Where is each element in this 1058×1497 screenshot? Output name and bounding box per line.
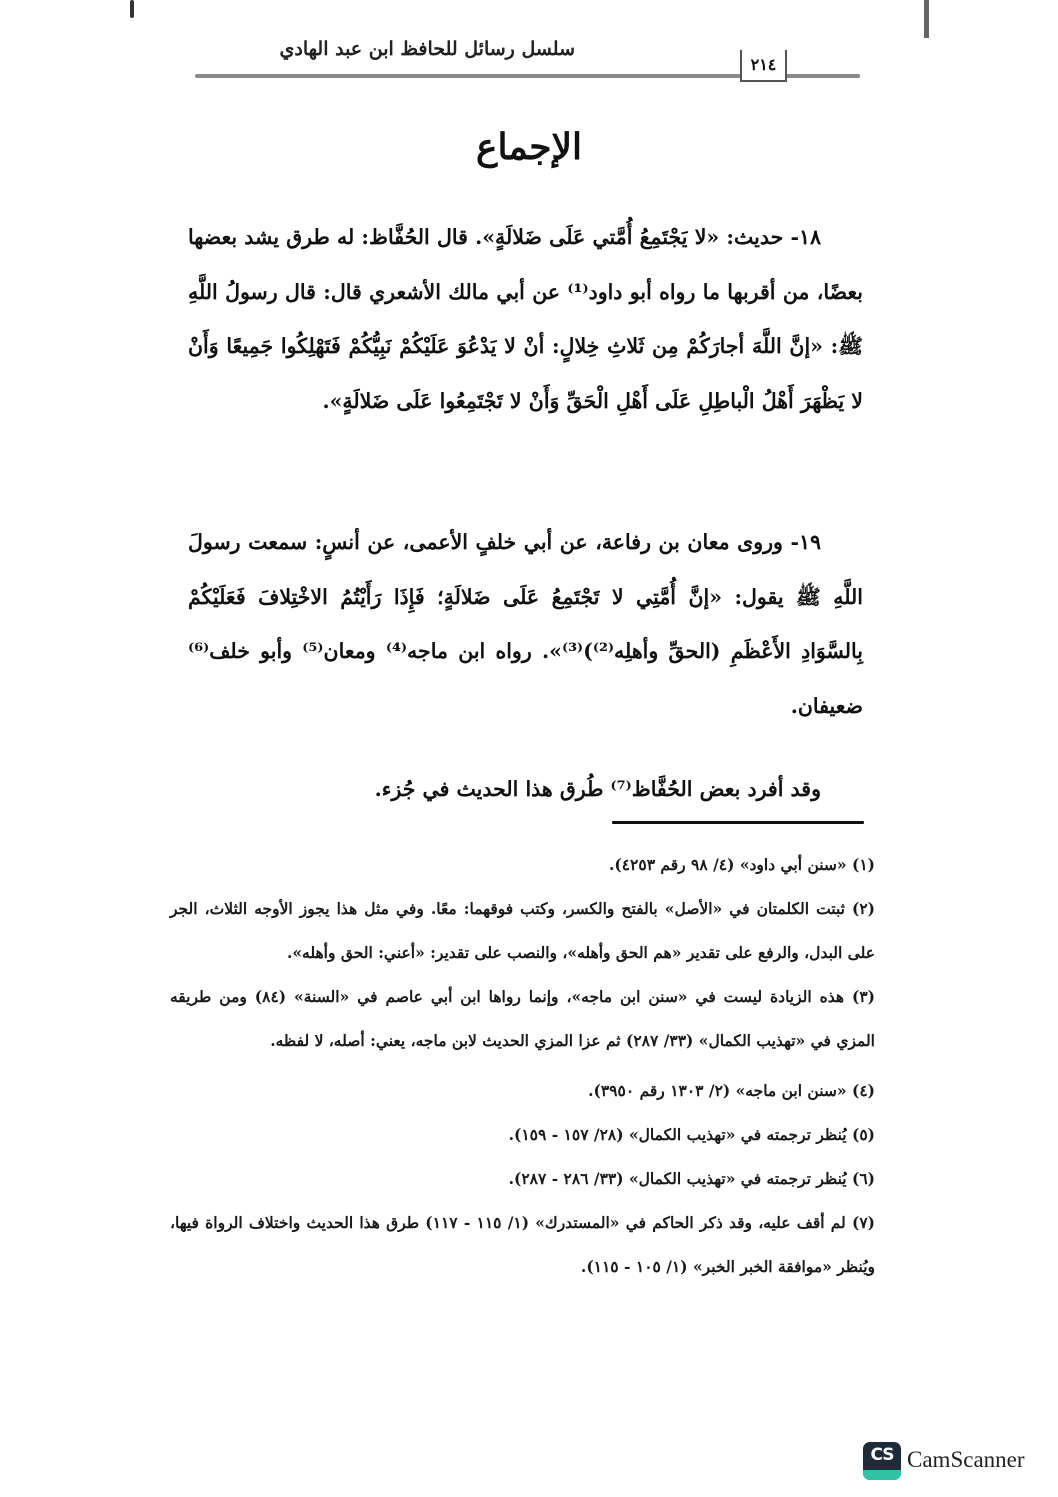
paragraph-text: ١٨- حديث: «لا يَجْتَمِعُ أُمَّتي عَلَى ضَلالَةٍ». قال الحُفَّاظ: له طرق يشد بعضها بعضًا، من أقربها ما رواه أبو داود⁽¹⁾ عن أبي مالك الأشعري قال: قال رسولُ اللَّهِ ﷺ: «إنَّ اللَّهَ أجارَكُمْ مِن ثَلاثِ خِلالٍ: أنْ لا يَدْعُوَ عَلَيْكُمْ نَبِيُّكُمْ فَتَهْلِكُوا جَمِيعًا وَأَنْ لا يَظْهَرَ أَهْلُ الْباطِلِ عَلَى أَهْلِ الْحَقِّ وَأَنْ لا تَجْتَمِعُوا عَلَى ضَلالَةٍ». bbox=[188, 225, 863, 413]
footnote: (٦) يُنظر ترجمته في «تهذيب الكمال» (٣٣/ ٢٨٦ - ٢٨٧). bbox=[508, 1169, 875, 1188]
paragraph-text: وقد أفرد بعض الحُفَّاظ⁽⁷⁾ طُرق هذا الحديث في جُزء. bbox=[374, 777, 821, 801]
page-header bbox=[195, 30, 860, 90]
footnote: (٣) هذه الزيادة ليست في «سنن ابن ماجه»، وإنما رواها ابن أبي عاصم في «السنة» (٨٤) ومن طريقه المزي في «تهذيب الكمال» (٣٣/ ٢٨٧) ثم عزا المزي الحديث لابن ماجه، يعني: أصله، لا لفظه. bbox=[170, 987, 875, 1050]
paragraph-text: ١٩- وروى معان بن رفاعة، عن أبي خلفٍ الأعمى، عن أنسٍ: سمعت رسولَ اللَّهِ ﷺ يقول: «إنَّ أُمَّتِي لا تَجْتَمِعُ عَلَى ضَلالَةٍ؛ فَإِذَا رَأَيْتُمُ الاخْتِلافَ فَعَلَيْكُمْ بِالسَّوَادِ الأَعْظَمِ (الحقِّ وأهلِه⁽²⁾)⁽³⁾». رواه ابن ماجه⁽⁴⁾ ومعان⁽⁵⁾ وأبو خلف⁽⁶⁾ ضعيفان. bbox=[188, 530, 863, 718]
chapter-title: الإجماع bbox=[475, 126, 583, 168]
footnote: (٥) يُنظر ترجمته في «تهذيب الكمال» (٢٨/ ١٥٧ - ١٥٩). bbox=[508, 1125, 875, 1144]
footnote: (٧) لم أقف عليه، وقد ذكر الحاكم في «المستدرك» (١/ ١١٥ - ١١٧) طرق هذا الحديث واختلاف الرواة فيها، ويُنظر «موافقة الخبر الخبر» (١/ ١٠٥ - ١١٥). bbox=[170, 1213, 875, 1276]
page-number: ٢١٤ bbox=[740, 50, 787, 82]
running-title: سلسل رسائل للحافظ ابن عبد الهادي bbox=[279, 38, 575, 60]
paragraph-19 bbox=[188, 515, 863, 733]
footnote: (٤) «سنن ابن ماجه» (٢/ ١٣٠٣ رقم ٣٩٥٠). bbox=[588, 1081, 875, 1100]
camscanner-logo-icon bbox=[863, 1442, 901, 1480]
footnote: (١) «سنن أبي داود» (٤/ ٩٨ رقم ٤٢٥٣). bbox=[608, 855, 875, 874]
footnote-separator bbox=[612, 821, 864, 824]
footnote: (٢) ثبتت الكلمتان في «الأصل» بالفتح والكسر، وكتب فوقهما: معًا. وفي مثل هذا يجوز الأوجه الثلاث، الجر على البدل، والرفع على تقدير «هم الحق وأهله»، والنصب على تقدير: «أعني: الحق وأهله». bbox=[170, 899, 875, 962]
camscanner-watermark: CamScanner bbox=[907, 1447, 1025, 1472]
camscanner-logo-accent bbox=[863, 1470, 901, 1480]
scan-edge-mark bbox=[130, 0, 134, 18]
paragraph-18 bbox=[188, 210, 863, 428]
scan-edge-mark bbox=[924, 0, 929, 38]
camscanner-logo-text: CS bbox=[870, 1445, 894, 1465]
paragraph-closing bbox=[188, 762, 863, 817]
footnotes bbox=[170, 843, 875, 1289]
